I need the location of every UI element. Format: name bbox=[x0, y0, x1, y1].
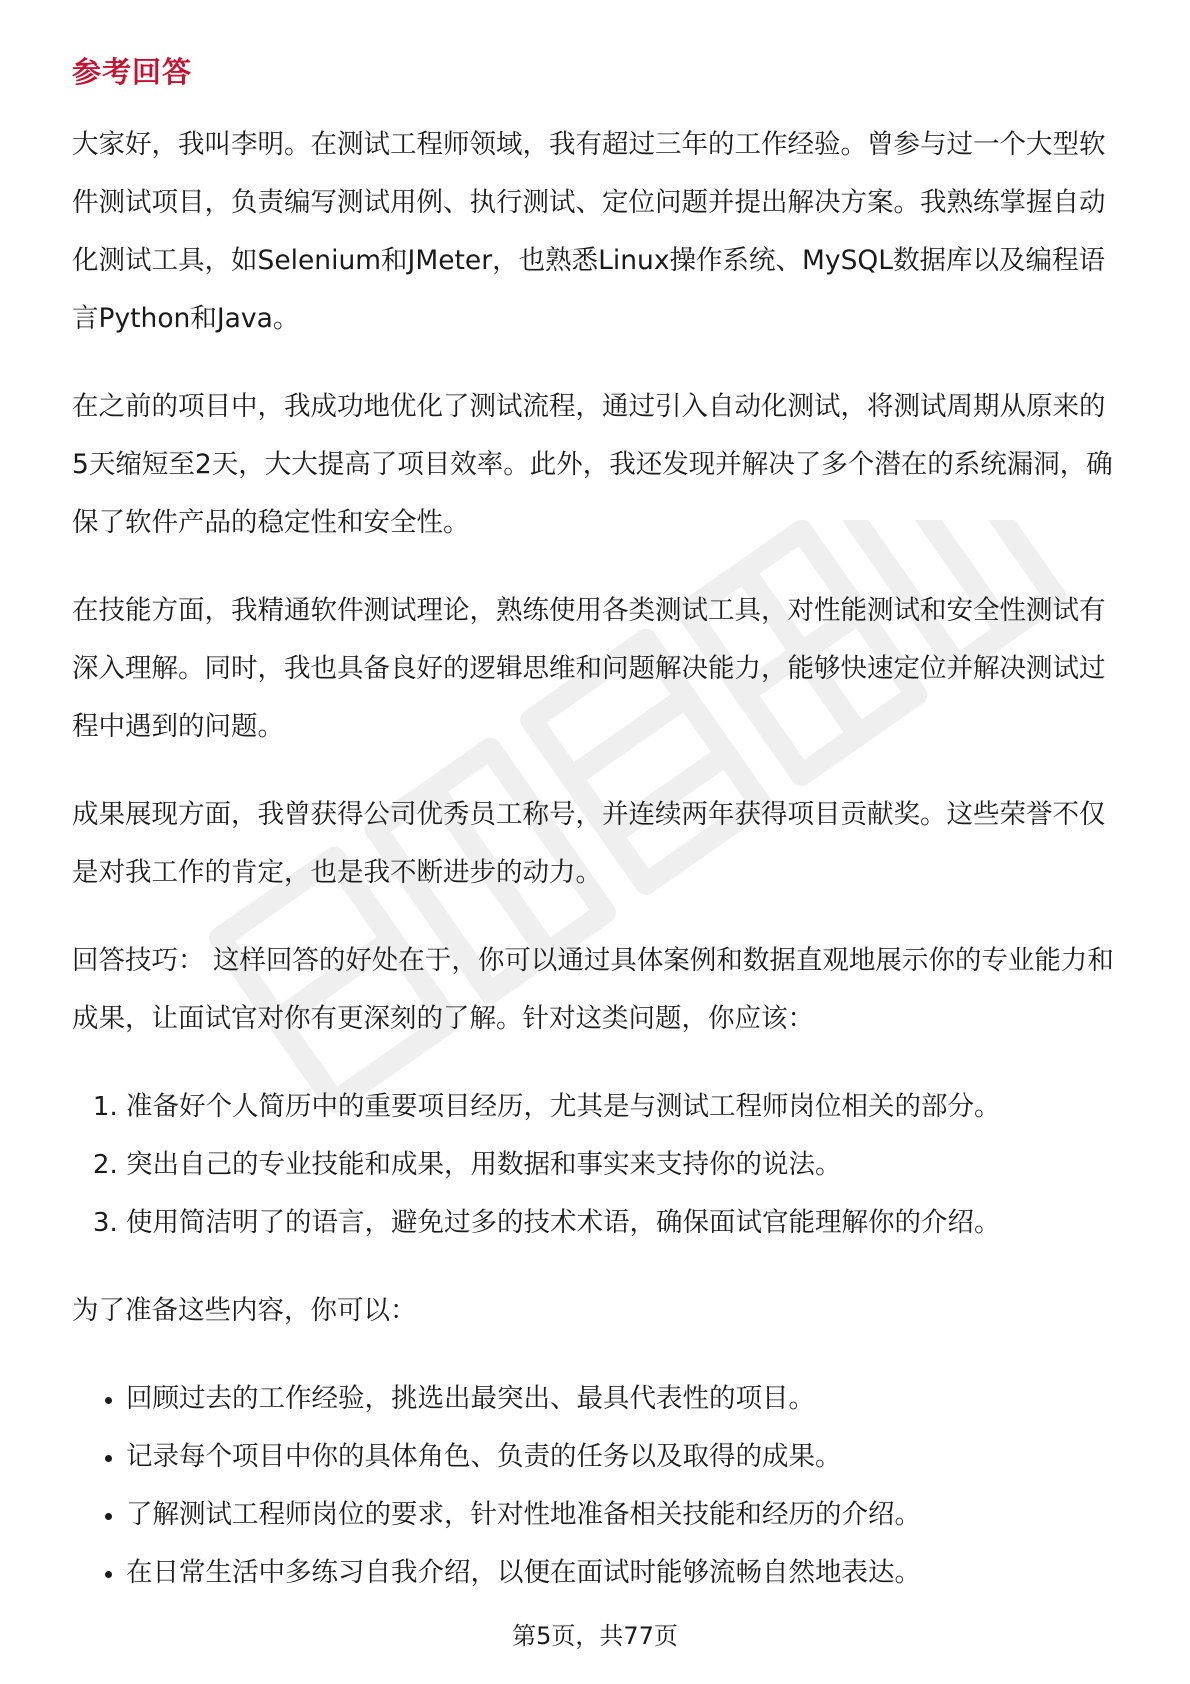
tips-numbered-list bbox=[72, 1078, 1122, 1252]
paragraph-answer-tips: 回答技巧： 这样回答的好处在于，你可以通过具体案例和数据直观地展示你的专业能力和成果，让面试官对你有更深刻的了解。针对这类问题，你应该： bbox=[72, 945, 1114, 1034]
paragraph-achievements: 成果展现方面，我曾获得公司优秀员工称号，并连续两年获得项目贡献奖。这些荣誉不仅是对我工作的肯定，也是我不断进步的动力。 bbox=[72, 799, 1106, 888]
preparation-bullet-list bbox=[72, 1370, 1122, 1602]
page-number-footer: 第5页，共77页 bbox=[512, 1622, 678, 1650]
paragraph-project-results: 在之前的项目中，我成功地优化了测试流程，通过引入自动化测试，将测试周期从原来的5天缩短至2天，大大提高了项目效率。此外，我还发现并解决了多个潜在的系统漏洞，确保了软件产品的稳定性和安全性。 bbox=[72, 391, 1113, 538]
bullet-list-item: • 在日常生活中多练习自我介绍，以便在面试时能够流畅自然地表达。 bbox=[126, 1544, 1122, 1602]
numbered-list-item: 2. 突出自己的专业技能和成果，用数据和事实来支持你的说法。 bbox=[126, 1136, 1122, 1194]
paragraph-preparation: 为了准备这些内容，你可以： bbox=[72, 1295, 417, 1326]
numbered-list-item: 1. 准备好个人简历中的重要项目经历，尤其是与测试工程师岗位相关的部分。 bbox=[126, 1078, 1122, 1136]
answer-heading: 参考回答 bbox=[72, 55, 193, 89]
paragraph-introduction: 大家好，我叫李明。在测试工程师领域，我有超过三年的工作经验。曾参与过一个大型软件测试项目，负责编写测试用例、执行测试、定位问题并提出解决方案。我熟练掌握自动化测试工具，如Selenium和JMeter，也熟悉Linux操作系统、MySQL数据库以及编程语言Python和Java。 bbox=[72, 129, 1106, 334]
numbered-list-item: 3. 使用简洁明了的语言，避免过多的技术术语，确保面试官能理解你的介绍。 bbox=[126, 1194, 1122, 1252]
bullet-list-item: • 了解测试工程师岗位的要求，针对性地准备相关技能和经历的介绍。 bbox=[126, 1486, 1122, 1544]
bullet-list-item: • 记录每个项目中你的具体角色、负责的任务以及取得的成果。 bbox=[126, 1428, 1122, 1486]
paragraph-skills: 在技能方面，我精通软件测试理论，熟练使用各类测试工具，对性能测试和安全性测试有深入理解。同时，我也具备良好的逻辑思维和问题解决能力，能够快速定位并解决测试过程中遇到的问题。 bbox=[72, 595, 1106, 742]
bullet-list-item: • 回顾过去的工作经验，挑选出最突出、最具代表性的项目。 bbox=[126, 1370, 1122, 1428]
answer-body bbox=[72, 116, 1122, 1632]
